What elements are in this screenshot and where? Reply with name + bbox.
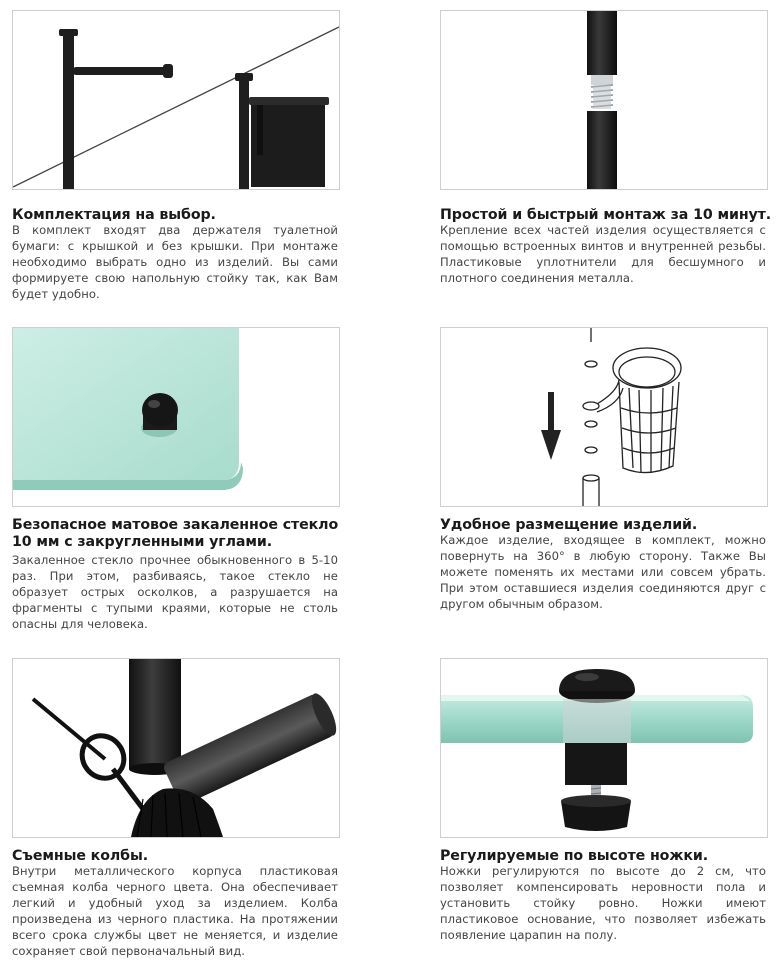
mounting-screw-photo [440, 10, 768, 190]
card-title: Безопасное матовое закаленное стекло 10 мм с закругленными углами. [12, 517, 339, 550]
card-description: Закаленное стекло прочнее обыкновенного в 5-10 раз. При этом, разбиваясь, такое стекло не образует острых осколков, а разрушается на фрагменты с тупыми краями, которые не столь опасны для человека. [12, 553, 338, 631]
card-description: Внутри металлического корпуса пластиковая съемная колба черного цвета. Она обеспечивает легкий и удобный уход за изделием. Колба произведена из черного пластика. На протяжении всего срока службы цвет не меняется, и изделие сохраняет свой первоначальный вид. [12, 864, 338, 958]
card-description: Ножки регулируются по высоте до 2 см, что позволяет компенсировать неровности пола и установить стойку ровно. Ножки имеют пластиковое основание, что позволяет избежать появление царапин на полу. [440, 864, 766, 942]
rotation-diagram [440, 327, 768, 507]
card-title: Регулируемые по высоте ножки. [440, 848, 708, 864]
card-title: Простой и быстрый монтаж за 10 минут. [440, 207, 772, 223]
card-title: Комплектация на выбор. [12, 207, 216, 223]
holders-photo [12, 10, 340, 190]
adjustable-feet-photo [440, 658, 768, 838]
card-description: Крепление всех частей изделия осуществляется с помощью встроенных винтов и внутренней резьбы. Пластиковые уплотнители для бесшумного и плотного соединения металла. [440, 223, 766, 285]
tempered-glass-photo [12, 327, 340, 507]
card-description: Каждое изделие, входящее в комплект, можно повернуть на 360° в любую сторону. Также Вы можете поменять их местами или совсем убрать. При этом оставшиеся изделия соединяются друг с другом обычным образом. [440, 533, 766, 611]
card-title: Съемные колбы. [12, 848, 148, 864]
removable-flask-photo [12, 658, 340, 838]
card-title: Удобное размещение изделий. [440, 517, 698, 533]
card-description: В комплект входят два держателя туалетной бумаги: с крышкой и без крышки. При монтаже необходимо выбрать одно из изделий. Вы сами формируете свою напольную стойку так, как Вам будет удобно. [12, 223, 338, 301]
